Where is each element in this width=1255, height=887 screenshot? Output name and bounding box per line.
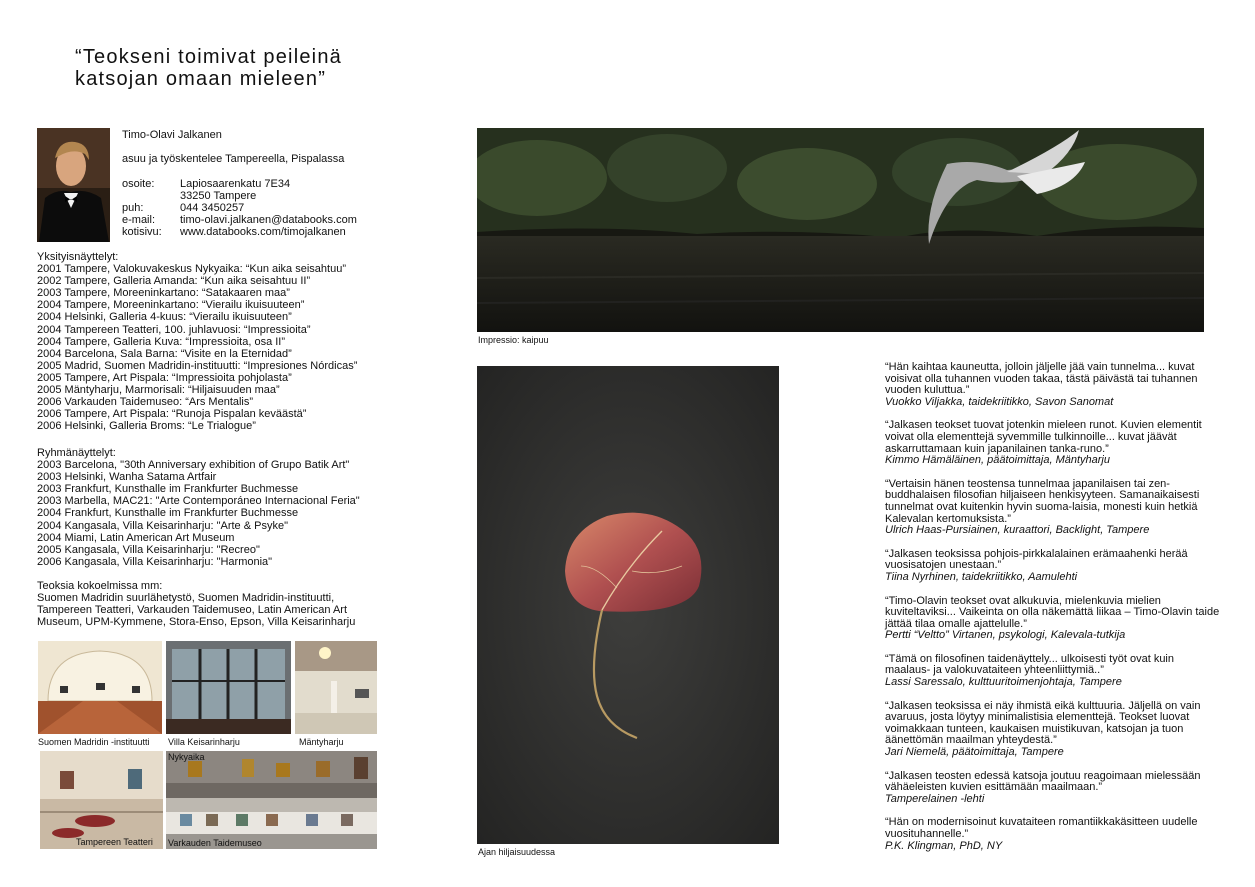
list-item: 2004 Miami, Latin American Art Museum xyxy=(37,531,235,544)
list-item: Suomen Madridin suurlähetystö, Suomen Madridin-instituutti, xyxy=(37,592,335,605)
contact-label: kotisivu: xyxy=(122,226,162,238)
list-item: 2004 Kangasala, Villa Keisarinharju: "Arte & Psyke" xyxy=(37,519,288,532)
quote-text: “Tämä on filosofinen taidenäyttely... ulkoisesti työt ovat kuin maalaus- ja valokuvataiteen yhteenliittymiä..” xyxy=(885,652,1174,677)
headline-line-2: katsojan omaan mieleen” xyxy=(75,68,327,90)
list-item: 2001 Tampere, Valokuvakeskus Nykyaika: “Kun aika seisahtuu” xyxy=(37,263,346,276)
quote xyxy=(885,362,1220,408)
quote-text: “Timo-Olavin teokset ovat alkukuvia, mielenkuvia mielien kuviteltaviksi... Vaikeinta on olla näkemättä liikaa – Timo-Olavin taide jättää tilaa omalle ajattelulle.” xyxy=(885,594,1220,630)
quotes-column xyxy=(885,362,1220,864)
contact-value: 044 3450257 xyxy=(180,202,245,214)
contact-value: www.databooks.com/timojalkanen xyxy=(180,226,346,238)
list-item: 2003 Barcelona, "30th Anniversary exhibition of Grupo Batik Art" xyxy=(37,459,350,472)
list-item: 2005 Mäntyharju, Marmorisali: “Hiljaisuuden maa” xyxy=(37,384,280,397)
list-item: 2004 Tampere, Moreeninkartano: “Vierailu ikuisuuteen” xyxy=(37,299,305,312)
list-item: Museum, UPM-Kymmene, Stora-Enso, Epson, Villa Keisarinharju xyxy=(37,616,356,629)
list-item: 2006 Helsinki, Galleria Broms: “Le Trialogue” xyxy=(37,420,256,433)
contact-value: timo-olavi.jalkanen@databooks.com xyxy=(180,214,357,226)
quote-text: “Jalkasen teoksissa ei näy ihmistä eikä kulttuuria. Jäljellä on vain avaruus, josta löytyy minimalistisia elementtejä. Teokset luovat voimakkaan tunteen, kaukaisen muistikuvan, katsojan ja tuon äänettömän maailman yhteydestä.” xyxy=(885,699,1201,747)
list-item: 2006 Tampere, Art Pispala: “Runoja Pispalan keväästä” xyxy=(37,408,307,421)
quote xyxy=(885,479,1220,537)
quote-author: Pertti “Veltto” Virtanen, psykologi, Kalevala-tutkija xyxy=(885,629,1126,642)
quote xyxy=(885,420,1220,466)
artist-name: Timo-Olavi Jalkanen xyxy=(122,129,222,141)
list-item: 2004 Barcelona, Sala Barna: “Visite en la Eternidad” xyxy=(37,347,292,360)
section-title: Yksityisnäyttelyt: xyxy=(37,251,119,263)
list-item: 2003 Helsinki, Wanha Satama Artfair xyxy=(37,471,217,484)
contact-value: 33250 Tampere xyxy=(180,190,257,202)
quote-text: “Vertaisin hänen teostensa tunnelmaa japanilaisen tai zen-buddhalaisen filosofian hiljaiseen henkisyyteen. Samanaikaisesti tunnelmat ovat kuitenkin hyvin suoma-laisia, monesti kuin hetkiä Kalevalan kertomuksista.” xyxy=(885,477,1200,525)
quote-text: “Jalkasen teosten edessä katsoja joutuu reagoimaan mielessään vähäeleisten kuvien esittämään maailmaan.” xyxy=(885,769,1201,794)
artist-portrait xyxy=(37,128,110,242)
quote-author: Jari Niemelä, päätoimittaja, Tampere xyxy=(885,746,1064,759)
caption-teatteri: Tampereen Teatteri xyxy=(76,837,153,847)
quote-author: Kimmo Hämäläinen, päätoimittaja, Mäntyharju xyxy=(885,454,1110,467)
group-exhibitions xyxy=(37,447,360,568)
quote xyxy=(885,654,1220,689)
quote-text: “Hän on modernisoinut kuvataiteen romantiikkakäsitteen uudelle vuosituhannelle.” xyxy=(885,816,1198,840)
contact-label: e-mail: xyxy=(122,214,156,226)
photo-tampereen-teatteri xyxy=(40,751,163,849)
list-item: 2005 Madrid, Suomen Madridin-instituutti: “Impresiones Nórdicas” xyxy=(37,359,358,372)
list-item: 2004 Tampereen Teatteri, 100. juhlavuosi: “Impressioita” xyxy=(37,323,311,336)
contact-label: osoite: xyxy=(122,178,155,190)
list-item: 2004 Frankfurt, Kunsthalle im Frankfurter Buchmesse xyxy=(37,507,299,520)
quote-author: Lassi Saressalo, kulttuuritoimenjohtaja, Tampere xyxy=(885,676,1122,689)
photo-mantyharju xyxy=(295,641,377,734)
quote-text: “Jalkasen teokset tuovat jotenkin mieleen runot. Kuvien elementit voivat olla elementtejä syvemmille tulkinnoille... kuvat jäävät askarruttamaan kuin japanilainen tanka-runo.” xyxy=(885,419,1202,455)
quote-author: Tiina Nyrhinen, taidekriitikko, Aamulehti xyxy=(885,570,1078,583)
caption-nykyaika: Nykyaika xyxy=(168,752,205,762)
photo-impressio-kaipuu xyxy=(477,128,1204,332)
quote-author: Ulrich Haas-Pursiainen, kuraattori, Backlight, Tampere xyxy=(885,524,1150,537)
photo-villa-keisarinharju xyxy=(166,641,291,734)
collections xyxy=(37,580,355,628)
list-item: 2003 Frankfurt, Kunsthalle im Frankfurter Buchmesse xyxy=(37,483,299,496)
list-item: 2005 Kangasala, Villa Keisarinharju: "Recreo" xyxy=(37,543,260,556)
caption-varkaus: Varkauden Taidemuseo xyxy=(168,838,262,848)
quote xyxy=(885,549,1220,584)
quote-author: Vuokko Viljakka, taidekriitikko, Savon Sanomat xyxy=(885,395,1114,408)
caption-mantyharju: Mäntyharju xyxy=(299,737,344,747)
quote-text: “Hän kaihtaa kauneutta, jolloin jäljelle jää vain tunnelma... kuvat voisivat olla tuhannen vuoden takaa, tästä päivästä tai tuhannen vuoden kuluttua.” xyxy=(885,361,1198,397)
photo-ajan-hiljaisuudessa xyxy=(477,366,779,844)
quote xyxy=(885,771,1220,806)
contact-row-address xyxy=(122,178,357,190)
caption-madrid: Suomen Madridin -instituutti xyxy=(38,737,150,747)
section-title: Ryhmänäyttelyt: xyxy=(37,447,116,459)
list-item: Tampereen Teatteri, Varkauden Taidemuseo, Latin American Art xyxy=(37,604,348,617)
headline xyxy=(75,46,342,90)
list-item: 2004 Helsinki, Galleria 4-kuus: “Vierailu ikuisuuteen” xyxy=(37,311,292,324)
photo-madrid-institute xyxy=(38,641,162,734)
contact-block xyxy=(122,178,357,238)
solo-exhibitions xyxy=(37,251,357,432)
list-item: 2005 Tampere, Art Pispala: “Impressioita pohjolasta” xyxy=(37,371,292,384)
quote xyxy=(885,701,1220,759)
list-item: 2006 Kangasala, Villa Keisarinharju: "Harmonia" xyxy=(37,555,273,568)
list-item: 2003 Tampere, Moreeninkartano: “Satakaaren maa” xyxy=(37,287,290,300)
quote xyxy=(885,596,1220,642)
section-title: Teoksia kokoelmissa mm: xyxy=(37,580,163,592)
quote-text: “Jalkasen teoksissa pohjois-pirkkalalainen erämaahenki herää vuosisatojen unestaan.” xyxy=(885,547,1188,572)
caption-leaf: Ajan hiljaisuudessa xyxy=(478,847,556,857)
contact-row-homepage xyxy=(122,226,357,238)
contact-row-email xyxy=(122,214,357,226)
contact-label: puh: xyxy=(122,202,144,214)
caption-villa: Villa Keisarinharju xyxy=(168,737,240,747)
contact-value: Lapiosaarenkatu 7E34 xyxy=(180,178,291,190)
list-item: 2006 Varkauden Taidemuseo: “Ars Mentalis” xyxy=(37,396,254,409)
caption-gull: Impressio: kaipuu xyxy=(478,335,549,345)
list-item: 2002 Tampere, Galleria Amanda: “Kun aika seisahtuu II” xyxy=(37,275,311,288)
quote-author: P.K. Klingman, PhD, NY xyxy=(885,839,1003,852)
quote-author: Tamperelainen -lehti xyxy=(885,792,985,805)
quote xyxy=(885,817,1220,852)
contact-row-phone xyxy=(122,202,357,214)
list-item: 2004 Tampere, Galleria Kuva: “Impressioita, osa II” xyxy=(37,335,286,348)
artist-location: asuu ja työskentelee Tampereella, Pispalassa xyxy=(122,153,345,165)
headline-line-1: “Teokseni toimivat peileinä xyxy=(75,46,342,68)
contact-label xyxy=(122,190,180,202)
contact-row-postal xyxy=(122,190,357,202)
list-item: 2003 Marbella, MAC21: "Arte Contemporáneo Internacional Feria" xyxy=(37,495,360,508)
